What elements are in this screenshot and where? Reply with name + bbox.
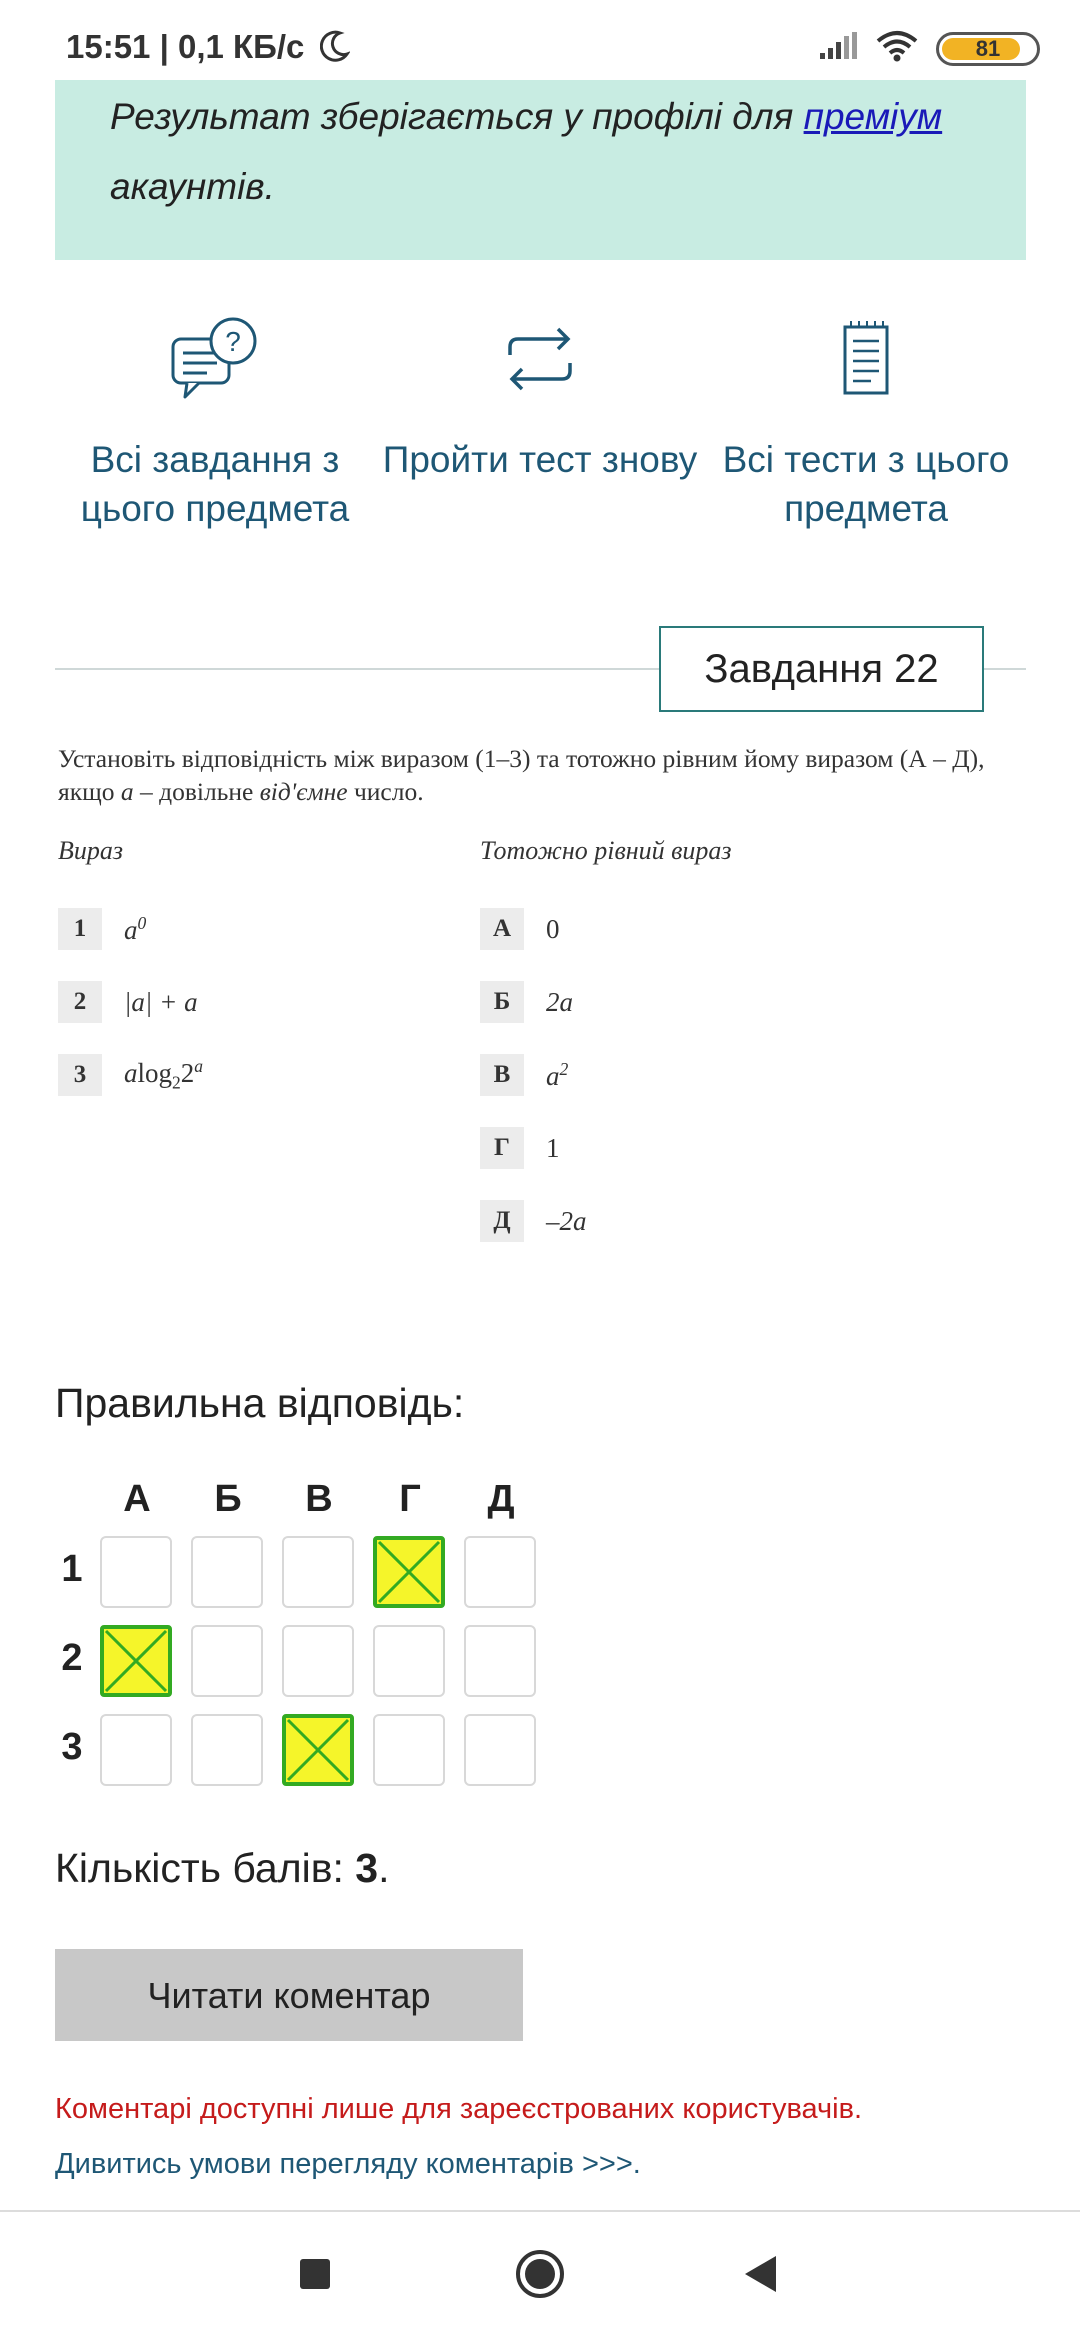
answer-row-label: 2 [61,1637,83,1679]
option-value: 2a [546,986,573,1017]
answer-cell [191,1714,263,1786]
notice-text-after: акаунтів. [110,166,275,207]
answer-cell-selected [100,1625,172,1697]
right-column-header: Тотожно рівний вираз [480,836,732,865]
battery-icon [936,32,1040,66]
option-key: А [480,908,524,950]
expression-value: |a| + a [124,986,198,1017]
status-time-speed: 15:51 | 0,1 КБ/с [66,28,305,65]
status-time [66,28,350,70]
answer-row-label: 1 [61,1548,83,1590]
square-icon [298,2257,332,2296]
option-value: 1 [546,1132,560,1163]
read-comment-button[interactable]: Читати коментар [55,1949,523,2041]
moon-icon [320,30,350,70]
premium-notice [55,80,1026,260]
expression-value: $alog_22^a$ [124,1056,204,1093]
option-v [480,1054,568,1096]
status-icons [818,30,1040,67]
answer-column-label: В [305,1478,333,1520]
score [55,1845,390,1892]
retake-test-button[interactable] [380,315,700,484]
answer-cell [282,1536,354,1608]
answer-cell [191,1625,263,1697]
svg-text:?: ? [225,326,241,357]
answer-cell [464,1714,536,1786]
option-a [480,908,560,950]
answer-column-label: А [123,1478,151,1520]
score-label: Кількість балів: [55,1845,356,1891]
answer-column-label: Б [214,1478,242,1520]
task-title: Завдання 22 [659,626,984,712]
option-value: $a^2$ [546,1058,569,1091]
home-button[interactable] [510,2212,570,2340]
back-triangle-icon [742,2254,778,2299]
answer-cell [464,1625,536,1697]
expression-2 [58,981,198,1023]
question-emphasis: від'ємне [259,777,348,806]
option-g [480,1127,560,1169]
all-tasks-label: Всі завдання з цього предмета [80,439,350,529]
repeat-icon [380,315,700,405]
answer-cell [373,1714,445,1786]
score-value: 3 [355,1845,379,1891]
retake-test-label: Пройти тест знову [382,439,698,480]
option-key: Б [480,981,524,1023]
question-part-1: Установіть відповідність між виразом (1–3) та тотожно рівним йому виразом (А – Д), якщо [58,744,985,806]
answer-cell-selected [282,1714,354,1786]
answer-cell [191,1536,263,1608]
answer-cell-selected [373,1536,445,1608]
answer-cell [100,1536,172,1608]
document-list-icon [706,315,1026,405]
answer-cell [100,1714,172,1786]
option-key: В [480,1054,524,1096]
status-bar [0,0,1080,80]
battery-level: 81 [975,35,1001,61]
actions-row [55,315,1026,585]
expression-value: $a^0$ [124,912,147,945]
back-button[interactable] [730,2212,790,2340]
option-value: –2a [546,1205,587,1236]
answer-cell [464,1536,536,1608]
registered-only-note: Коментарі доступні лише для зареєстрованих користувачів. [55,2093,863,2125]
question-part-2: – довільне [133,777,260,806]
option-b [480,981,573,1023]
expression-key: 2 [58,981,102,1023]
all-tests-label: Всі тести з цього предмета [722,439,1010,529]
answer-column-label: Г [399,1478,421,1520]
cross-mark-icon [286,1718,350,1782]
all-tasks-button[interactable] [55,315,375,533]
recents-button[interactable] [285,2212,345,2340]
notice-text [110,80,971,222]
left-column-header: Вираз [58,836,124,865]
view-conditions-link[interactable]: Дивитись умови перегляду коментарів >>>. [55,2148,641,2180]
answer-cell [282,1625,354,1697]
question-text [58,742,1028,808]
cross-mark-icon [104,1629,168,1693]
option-d [480,1200,587,1242]
notice-text-before: Результат зберігається у профілі для [110,96,804,137]
system-nav-bar [0,2212,1080,2340]
question-variable: a [120,777,134,806]
circle-icon [514,2248,566,2305]
premium-link[interactable]: преміум [803,96,943,137]
option-value: 0 [546,913,560,944]
answer-cell [373,1625,445,1697]
question-part-3: число. [347,777,424,806]
option-key: Д [480,1200,524,1242]
signal-icon [818,31,858,66]
answer-row-label: 3 [61,1726,83,1768]
cross-mark-icon [377,1540,441,1604]
option-key: Г [480,1127,524,1169]
answer-column-label: Д [487,1478,515,1520]
expression-3 [58,1054,203,1096]
chat-question-icon [55,315,375,405]
score-suffix: . [378,1845,390,1891]
wifi-icon [876,30,918,67]
all-tests-button[interactable] [706,315,1026,533]
expression-key: 1 [58,908,102,950]
expression-key: 3 [58,1054,102,1096]
correct-answer-title: Правильна відповідь: [55,1380,465,1426]
expression-1 [58,908,146,950]
